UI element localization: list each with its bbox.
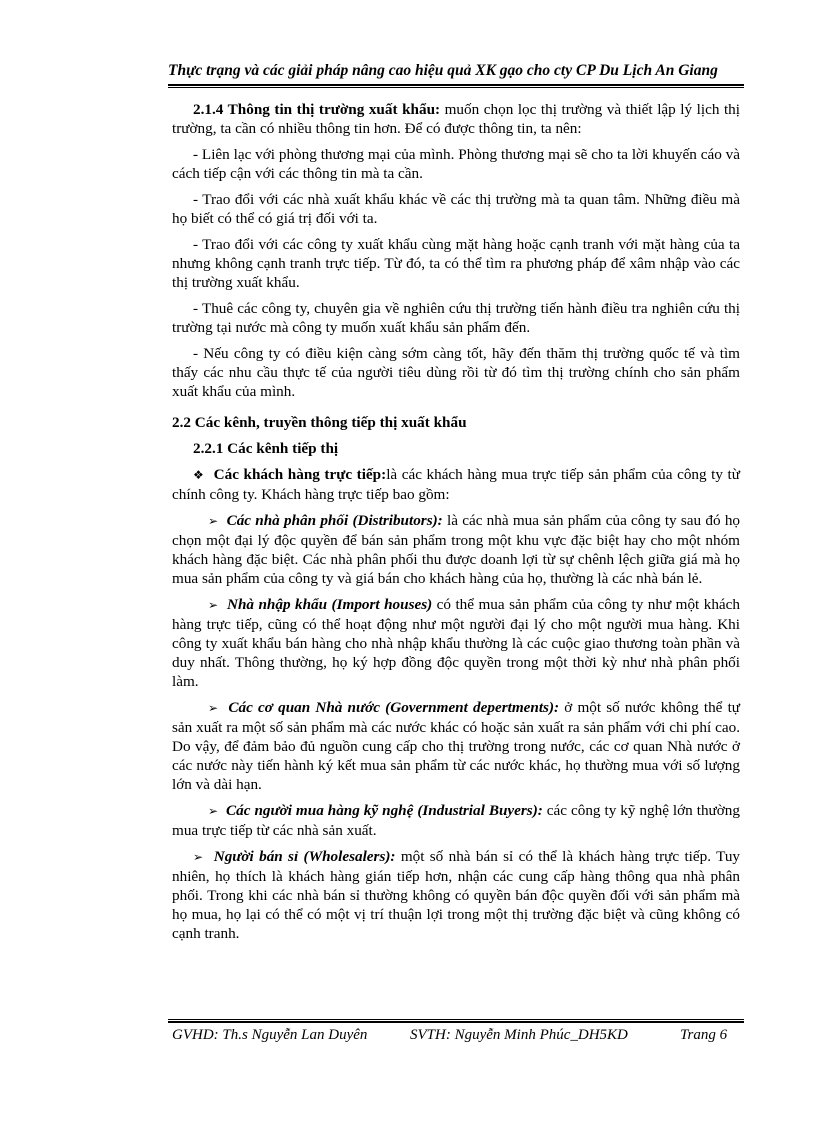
direct-customers-paragraph bbox=[172, 465, 740, 504]
channel-text: ở một số nước không thể tự sản xuất ra một số sản phẩm mà các nước khác có hoặc sản xuất ra sản phẩm với chi phí cao. Do vậy, để đảm bảo đủ nguồn cung cấp cho thị trường trong nước, các cơ quan Nhà nước ở các nước này tiến hành ký kết mua sản phẩm từ các nước khác, họ thường mua với số lượng lớn và dài hạn. bbox=[172, 699, 741, 793]
section-221-heading: 2.2.1 Các kênh tiếp thị bbox=[193, 440, 339, 457]
diamond-bullet-icon: ❖ bbox=[193, 468, 205, 482]
channel-text: có thể mua sản phẩm của công ty như một khách hàng trực tiếp, cũng có thể hoạt động như một người đại lý cho một người mua hàng. Khi công ty xuất khẩu bán hàng cho nhà nhập khẩu thường là các cuộc giao thương toàn phần và duy nhất. Thông thường, họ ký hợp đồng độc quyền trong một thời kỳ như nhà phân phối làm. bbox=[172, 596, 741, 690]
footer-rule bbox=[168, 1019, 744, 1023]
channel-text: một số nhà bán sỉ có thể là khách hàng trực tiếp. Tuy nhiên, họ thích là khách hàng gián tiếp hơn, nhận các cung cấp hàng thông qua nhà phân phối. Trong khi các nhà bán sỉ thường không có quyền bán độc quyền đối với sản phẩm mà họ mua, họ lại có thể có một vị trí thuận lợi trong một thị trường đặc biệt và cũng không có cạnh tranh. bbox=[172, 848, 741, 942]
list-item: - Liên lạc với phòng thương mại của mình. Phòng thương mại sẽ cho ta lời khuyến cáo và cách tiếp cận với các thông tin mà ta cần. bbox=[172, 146, 740, 182]
header-rule bbox=[168, 84, 744, 88]
channel-item-distributors bbox=[172, 511, 740, 588]
footer-page-number: Trang 6 bbox=[680, 1027, 728, 1043]
arrow-bullet-icon: ➢ bbox=[208, 804, 219, 818]
page-header: Thực trạng và các giải pháp nâng cao hiệu quả XK gạo cho cty CP Du Lịch An Giang bbox=[168, 62, 718, 79]
channel-text: là các nhà mua sản phẩm của công ty sau đó họ chọn một đại lý độc quyền để bán sản phẩm trong một khu vực đặc biệt hay cho một nhóm khách hàng đặc biệt. Các nhà phân phối thu được doanh lợi từ sự chênh lệch giữa giá mà họ mua sản phẩm của công ty và giá bán cho khách hàng của họ, thường là các nhà bán lẻ. bbox=[172, 512, 741, 587]
footer-advisor: GVHD: Th.s Nguyễn Lan Duyên bbox=[172, 1027, 368, 1043]
section-214-intro-text: muốn chọn lọc thị trường và thiết lập lý lịch thị trường, ta cần có nhiều thông tin hơn. Để có được thông tin, ta nên: bbox=[172, 101, 740, 137]
list-item: - Trao đổi với các nhà xuất khẩu khác về các thị trường mà ta quan tâm. Những điều mà họ biết có thể có giá trị đối với ta. bbox=[172, 191, 740, 227]
page-footer bbox=[172, 1027, 734, 1047]
section-214-intro bbox=[172, 100, 740, 138]
channel-term: Người bán sỉ (Wholesalers): bbox=[213, 848, 396, 865]
channel-term: Các nhà phân phối (Distributors): bbox=[226, 512, 443, 529]
footer-student: SVTH: Nguyễn Minh Phúc_DH5KD bbox=[410, 1027, 628, 1043]
channel-item-industrial-buyers bbox=[172, 801, 740, 840]
channel-term: Nhà nhập khẩu (Import houses) bbox=[226, 596, 433, 613]
channel-item-government bbox=[172, 698, 740, 794]
direct-customers-term: Các khách hàng trực tiếp: bbox=[213, 466, 387, 483]
direct-customers-text: là các khách hàng mua trực tiếp sản phẩm của công ty từ chính công ty. Khách hàng trực tiếp bao gồm: bbox=[172, 466, 740, 503]
list-item: - Nếu công ty có điều kiện càng sớm càng tốt, hãy đến thăm thị trường quốc tế và tìm thấy các nhu cầu thực tế của người tiêu dùng rồi từ đó tìm thị trường chính cho sản phẩm xuất khẩu của mình. bbox=[172, 345, 740, 400]
arrow-bullet-icon: ➢ bbox=[208, 514, 219, 528]
arrow-bullet-icon: ➢ bbox=[208, 598, 219, 612]
channel-text: các công ty kỹ nghệ lớn thường mua trực tiếp từ các nhà sản xuất. bbox=[172, 802, 740, 839]
section-214-heading: 2.1.4 Thông tin thị trường xuất khẩu: bbox=[193, 101, 441, 118]
page-body bbox=[172, 100, 740, 950]
channel-term: Các cơ quan Nhà nước (Government depertments): bbox=[228, 699, 560, 716]
list-item: - Trao đổi với các công ty xuất khẩu cùng mặt hàng hoặc cạnh tranh với mặt hàng của ta nhưng không cạnh tranh trực tiếp. Từ đó, ta có thể tìm ra phương pháp để xâm nhập vào các thị trường xuất khẩu. bbox=[172, 236, 740, 291]
channel-item-import-houses bbox=[172, 595, 740, 691]
section-22-heading: 2.2 Các kênh, truyền thông tiếp thị xuất khẩu bbox=[172, 414, 467, 431]
channel-item-wholesalers bbox=[172, 847, 740, 943]
arrow-bullet-icon: ➢ bbox=[193, 850, 204, 864]
list-item: - Thuê các công ty, chuyên gia về nghiên cứu thị trường tiến hành điều tra nghiên cứu thị trường tại nước mà công ty muốn xuất khẩu sản phẩm đến. bbox=[172, 300, 740, 336]
channel-term: Các người mua hàng kỹ nghệ (Industrial Buyers): bbox=[226, 802, 543, 819]
arrow-bullet-icon: ➢ bbox=[208, 701, 219, 715]
